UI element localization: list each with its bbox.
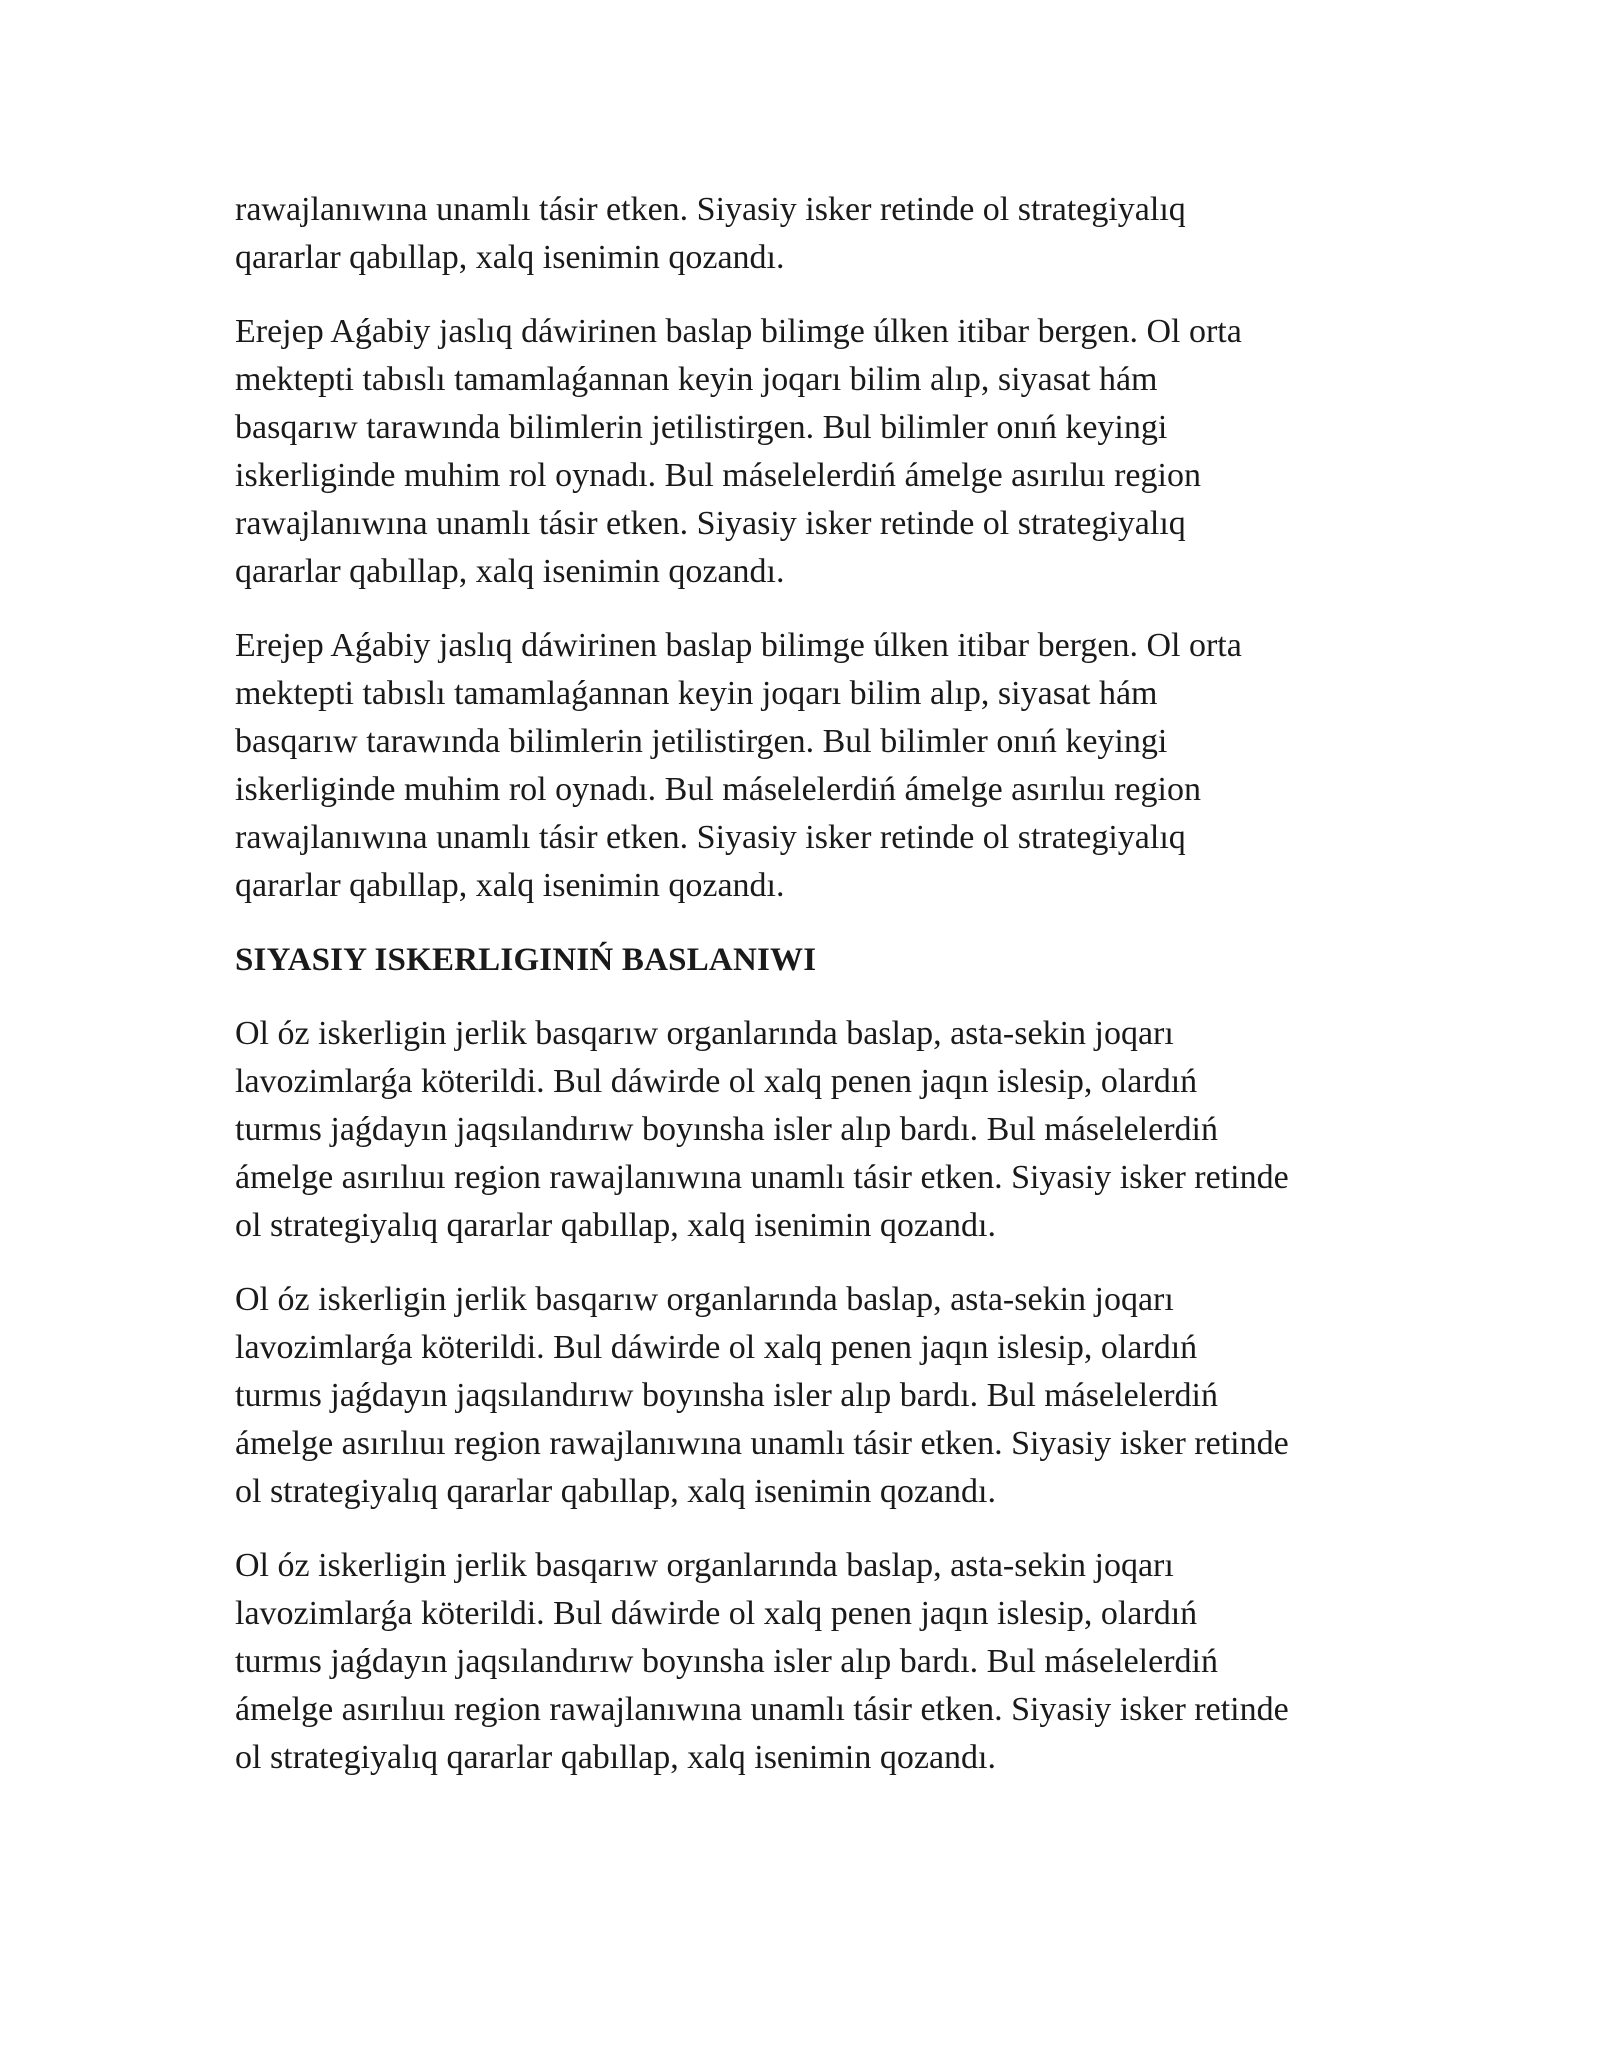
paragraph: Erejep Aǵabiy jaslıq dáwirinen baslap bilimge úlken itibar bergen. Ol orta mektepti tabıslı tamamlaǵannan keyin joqarı bilim alıp, siyasat hám basqarıw tarawında bilimlerin jetilistirgen. Bul bilimler onıń keyingi iskerliginde muhim rol oynadı. Bul máselelerdiń ámelge asırıluı region rawajlanıwına unamlı tásir etken. Siyasiy isker retinde ol strategiyalıq qararlar qabıllap, xalq isenimin qozandı. bbox=[235, 313, 1242, 590]
document-body bbox=[235, 186, 1375, 1808]
paragraph: Ol óz iskerligin jerlik basqarıw organlarında baslap, asta-sekin joqarı lavozimlarǵa köterildi. Bul dáwirde ol xalq penen jaqın islesip, olardıń turmıs jaǵdayın jaqsılandırıw boyınsha isler alıp bardı. Bul máselelerdiń ámelge asırılıuı region rawajlanıwına unamlı tásir etken. Siyasiy isker retinde ol strategiyalıq qararlar qabıllap, xalq isenimin qozandı. bbox=[235, 1015, 1289, 1244]
paragraph: Erejep Aǵabiy jaslıq dáwirinen baslap bilimge úlken itibar bergen. Ol orta mektepti tabıslı tamamlaǵannan keyin joqarı bilim alıp, siyasat hám basqarıw tarawında bilimlerin jetilistirgen. Bul bilimler onıń keyingi iskerliginde muhim rol oynadı. Bul máselelerdiń ámelge asırıluı region rawajlanıwına unamlı tásir etken. Siyasiy isker retinde ol strategiyalıq qararlar qabıllap, xalq isenimin qozandı. bbox=[235, 627, 1242, 904]
paragraph: Ol óz iskerligin jerlik basqarıw organlarında baslap, asta-sekin joqarı lavozimlarǵa köterildi. Bul dáwirde ol xalq penen jaqın islesip, olardıń turmıs jaǵdayın jaqsılandırıw boyınsha isler alıp bardı. Bul máselelerdiń ámelge asırılıuı region rawajlanıwına unamlı tásir etken. Siyasiy isker retinde ol strategiyalıq qararlar qabıllap, xalq isenimin qozandı. bbox=[235, 1281, 1289, 1510]
section-heading: SIYASIY ISKERLIGINIŃ BASLANIWI bbox=[235, 942, 817, 978]
paragraph: Ol óz iskerligin jerlik basqarıw organlarında baslap, asta-sekin joqarı lavozimlarǵa köterildi. Bul dáwirde ol xalq penen jaqın islesip, olardıń turmıs jaǵdayın jaqsılandırıw boyınsha isler alıp bardı. Bul máselelerdiń ámelge asırılıuı region rawajlanıwına unamlı tásir etken. Siyasiy isker retinde ol strategiyalıq qararlar qabıllap, xalq isenimin qozandı. bbox=[235, 1547, 1289, 1776]
paragraph: rawajlanıwına unamlı tásir etken. Siyasiy isker retinde ol strategiyalıq qararlar qabıllap, xalq isenimin qozandı. bbox=[235, 191, 1186, 276]
